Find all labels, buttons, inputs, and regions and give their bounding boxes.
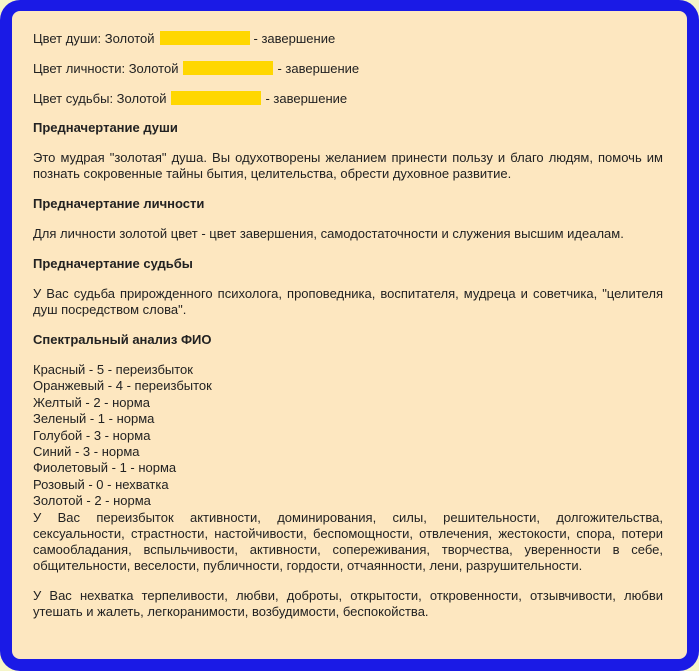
spectral-item: Синий - 3 - норма xyxy=(33,444,140,460)
spectral-item: Зеленый - 1 - норма xyxy=(33,411,155,427)
soul-color-swatch xyxy=(160,31,250,45)
destiny-heading: Предначертание судьбы xyxy=(33,256,193,271)
destiny-color-suffix: - завершение xyxy=(265,90,348,106)
spectral-item: Красный - 5 - переизбыток xyxy=(33,362,193,377)
spectral-heading: Спектральный анализ ФИО xyxy=(33,332,212,347)
content-panel xyxy=(12,11,687,659)
spectral-item: Оранжевый - 4 - переизбыток xyxy=(33,378,212,394)
spectral-item: Розовый - 0 - нехватка xyxy=(33,476,169,492)
excess-text: У Вас переизбыток активности, доминирования, силы, решительности, долгожительства, сексуальности, страстности, настойчивости, беспомощности, отвлечения, жестокости, спора, потери самообладания, вспыльчивости, активности, сопереживания, творчества, уверенности в себе, общительности, веселости, публичности, гордости, отчаянности, лени, разрушительности. xyxy=(33,509,663,573)
personality-color-line xyxy=(33,60,663,76)
personality-heading: Предначертание личности xyxy=(33,196,205,211)
personality-text: Для личности золотой цвет - цвет завершения, самодостаточности и служения высшим идеалам. xyxy=(33,226,624,241)
soul-text: Это мудрая "золотая" душа. Вы одухотворены желанием принести пользу и благо людям, помочь им познать сокровенные тайны бытия, целительства, обрести духовное развитие. xyxy=(33,150,663,181)
soul-color-line xyxy=(33,30,663,46)
personality-color-swatch xyxy=(183,61,273,75)
soul-color-label: Цвет души: Золотой xyxy=(33,30,155,46)
soul-heading: Предначертание души xyxy=(33,120,178,135)
spectral-item: Желтый - 2 - норма xyxy=(33,394,150,410)
personality-color-label: Цвет личности: Золотой xyxy=(33,60,179,76)
lack-text: У Вас нехватка терпеливости, любви, доброты, открытости, откровенности, отзывчивости, любви утешать и жалеть, легкоранимости, возбудимости, беспокойства. xyxy=(33,587,663,619)
spectral-item: Голубой - 3 - норма xyxy=(33,427,151,443)
soul-color-suffix: - завершение xyxy=(253,30,336,46)
destiny-text: У Вас судьба прирожденного психолога, проповедника, воспитателя, мудреца и советчика, "целителя душ посредством слова". xyxy=(33,286,663,317)
spectral-item: Фиолетовый - 1 - норма xyxy=(33,460,177,476)
personality-color-suffix: - завершение xyxy=(277,60,360,76)
spectral-item: Золотой - 2 - норма xyxy=(33,493,151,509)
destiny-color-swatch xyxy=(171,91,261,105)
destiny-color-line xyxy=(33,90,663,106)
spectral-list xyxy=(33,362,663,510)
destiny-color-label: Цвет судьбы: Золотой xyxy=(33,90,167,106)
